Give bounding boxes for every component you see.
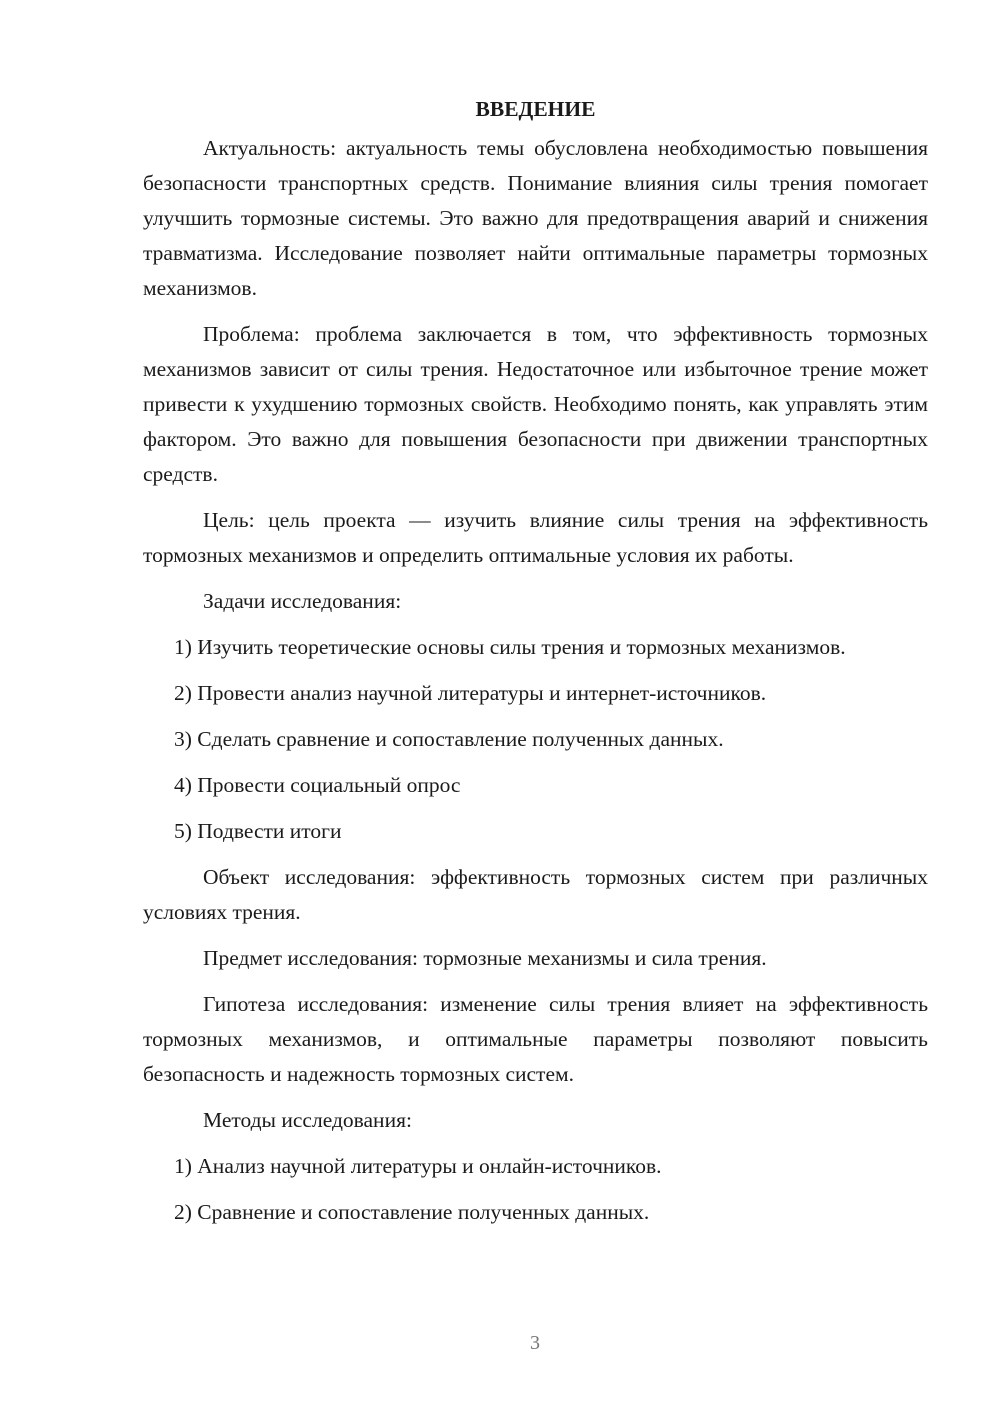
tasks-list — [143, 630, 928, 849]
subject-paragraph: Предмет исследования: тормозные механизмы и сила трения. — [203, 946, 767, 970]
task-item: 4) Провести социальный опрос — [174, 773, 461, 797]
object-paragraph: Объект исследования: эффективность тормозных систем при различных условиях трения. — [143, 865, 928, 924]
methods-label: Методы исследования: — [203, 1108, 412, 1132]
relevance-paragraph: Актуальность: актуальность темы обусловлена необходимостью повышения безопасности транспортных средств. Понимание влияния силы трения помогает улучшить тормозные системы. Это важно для предотвращения аварий и снижения травматизма. Исследование позволяет найти оптимальные параметры тормозных механизмов. — [143, 136, 928, 300]
method-item: 1) Анализ научной литературы и онлайн-источников. — [174, 1154, 662, 1178]
tasks-label: Задачи исследования: — [203, 589, 402, 613]
task-item: 2) Провести анализ научной литературы и интернет-источников. — [174, 681, 767, 705]
problem-paragraph: Проблема: проблема заключается в том, что эффективность тормозных механизмов зависит от силы трения. Недостаточное или избыточное трение может привести к ухудшению тормозных свойств. Необходимо понять, как управлять этим фактором. Это важно для повышения безопасности при движении транспортных средств. — [143, 322, 928, 486]
hypothesis-paragraph: Гипотеза исследования: изменение силы трения влияет на эффективность тормозных механизмов, и оптимальные параметры позволяют повысить безопасность и надежность тормозных систем. — [143, 992, 928, 1086]
goal-paragraph: Цель: цель проекта — изучить влияние силы трения на эффективность тормозных механизмов и определить оптимальные условия их работы. — [143, 508, 928, 567]
task-item: 1) Изучить теоретические основы силы трения и тормозных механизмов. — [174, 635, 846, 659]
document-body — [143, 92, 928, 1241]
task-item: 3) Сделать сравнение и сопоставление полученных данных. — [174, 727, 724, 751]
section-heading: ВВЕДЕНИЕ — [475, 97, 596, 121]
task-item: 5) Подвести итоги — [174, 819, 342, 843]
method-item: 2) Сравнение и сопоставление полученных данных. — [174, 1200, 650, 1224]
methods-list — [143, 1149, 928, 1230]
page-number: 3 — [530, 1332, 540, 1354]
